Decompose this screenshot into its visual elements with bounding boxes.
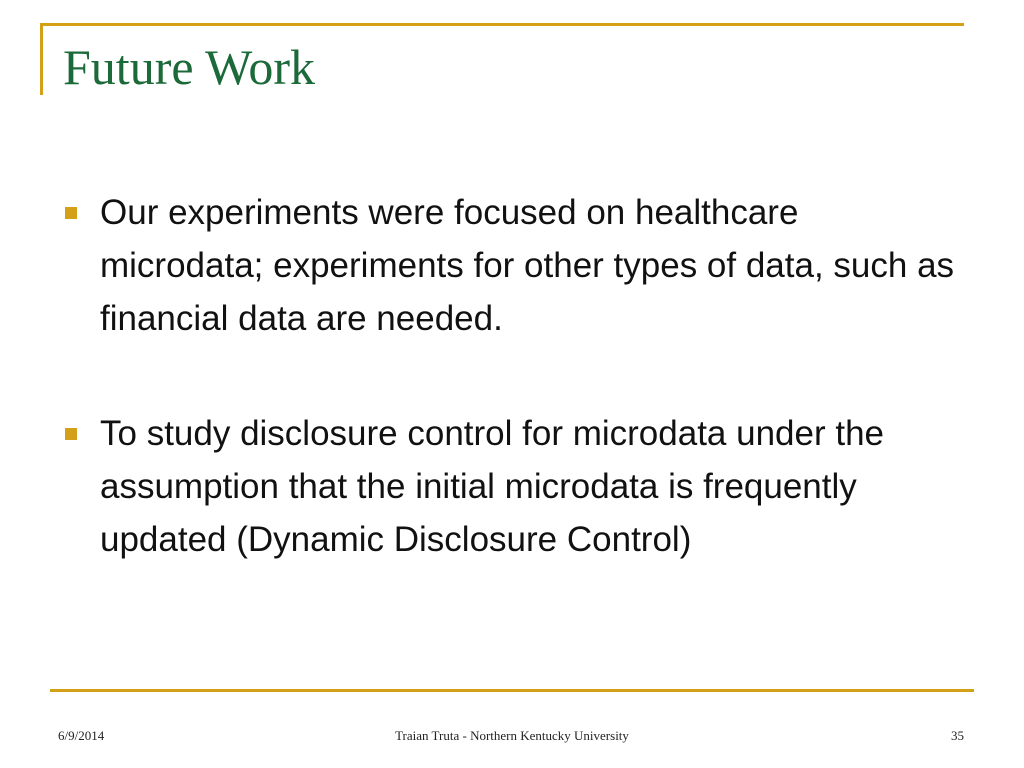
bullet-item <box>62 186 962 345</box>
footer-divider-line <box>50 689 974 692</box>
bullet-item <box>62 407 962 566</box>
frame-left-line <box>40 23 43 95</box>
slide-title: Future Work <box>63 39 315 95</box>
footer-author: Traian Truta - Northern Kentucky University <box>395 728 629 743</box>
footer-date: 6/9/2014 <box>58 728 105 743</box>
bullet-text: To study disclosure control for microdata under the assumption that the initial microdata is frequently updated (Dynamic Disclosure Control) <box>100 414 884 559</box>
bullet-list <box>62 186 962 566</box>
bullet-text: Our experiments were focused on healthcare microdata; experiments for other types of data, such as financial data are needed. <box>100 193 955 338</box>
square-bullet-icon <box>65 428 77 440</box>
frame-top-line <box>40 23 964 26</box>
square-bullet-icon <box>65 207 77 219</box>
footer-page-number: 35 <box>951 728 964 743</box>
